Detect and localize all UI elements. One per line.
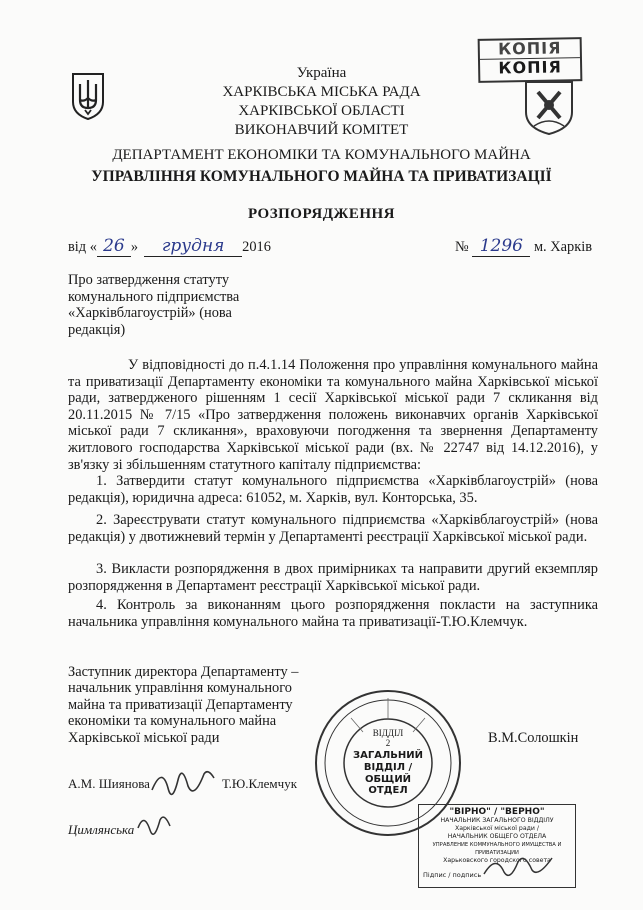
header-department: ДЕПАРТАМЕНТ ЕКОНОМІКИ ТА КОМУНАЛЬНОГО МАЙНА xyxy=(112,147,531,163)
subject-line: «Харківблагоустрій» (нова xyxy=(68,305,232,322)
position-line: майна та приватизації Департаменту xyxy=(68,696,293,713)
seal-center-line: ОБЩИЙ ОТДЕЛ xyxy=(364,774,412,796)
approver-3: Цимлянська xyxy=(68,822,135,837)
subject-line: комунального підприємства xyxy=(68,288,240,305)
number-line xyxy=(455,236,592,257)
header-administration: УПРАВЛІННЯ КОМУНАЛЬНОГО МАЙНА ТА ПРИВАТИЗАЦІЇ xyxy=(91,168,552,185)
approver-1: А.М. Шиянова xyxy=(68,776,150,791)
verified-line: Харьковского городского совета xyxy=(443,857,551,864)
verified-line: УПРАВЛЕНИЕ КОММУНАЛЬНОГО ИМУЩЕСТВА И ПРИВАТИЗАЦИИ xyxy=(432,842,562,856)
doc-number: 1296 xyxy=(472,236,530,257)
subject-line: редакція) xyxy=(68,321,126,338)
subject xyxy=(68,272,268,338)
body-item-3: 3. Викласти розпорядження в двох примірниках та направити другий екземпляр розпорядження в Департамент реєстрації Харківської міської ради. xyxy=(68,561,598,594)
date-line xyxy=(68,236,271,257)
date-year: 2016 xyxy=(242,239,271,255)
header-council: ХАРКІВСЬКА МІСЬКА РАДА xyxy=(222,84,421,100)
signature-scribble-icon xyxy=(148,760,218,810)
header-committee: ВИКОНАВЧИЙ КОМІТЕТ xyxy=(234,122,409,138)
body-intro: У відповідності до п.4.1.14 Положення про управління комунального майна та приватизації Департаменту економіки та комунального майна Харківської міської ради, затвердженого рішенням 1 сесії Харківської міської ради 7 скликання від 20.11.2015 № 7/15 «Про затвердження положень виконавчих органів Харківської міської ради 7 скликання», враховуючи погодження та звернення Департаменту житлового господарства Харківської міської ради (вх. № 22747 від 14.12.2016), у зв'язку зі збільшенням статутного капіталу підприємства: xyxy=(68,357,598,473)
number-prefix: № xyxy=(455,239,469,255)
verified-line: НАЧАЛЬНИК ЗАГАЛЬНОГО ВІДДІЛУ xyxy=(440,817,554,824)
seal-center-line: ВІДДІЛ / xyxy=(363,762,413,773)
copy-stamp xyxy=(478,37,583,83)
city-emblem-icon xyxy=(520,78,578,136)
verified-line: Харківської міської ради / xyxy=(454,825,540,832)
header-country: Україна xyxy=(296,65,347,81)
signatory-position xyxy=(68,664,328,746)
position-line: Заступник директора Департаменту – xyxy=(68,664,299,680)
position-line: Харківської міської ради xyxy=(68,729,220,746)
date-prefix: від « xyxy=(68,239,97,255)
date-day: 26 xyxy=(97,236,131,257)
approver-2: Т.Ю.Клемчук xyxy=(222,776,298,791)
signatory-name: В.М.Солошкін xyxy=(488,730,579,746)
date-month: грудня xyxy=(144,236,242,257)
seal-top-line: ВІДДІЛ xyxy=(372,728,404,738)
body-item-4: 4. Контроль за виконанням цього розпорядження покласти на заступника начальника управління комунального майна та приватизації-Т.Ю.Клемчук. xyxy=(68,597,598,630)
signature-scribble-icon xyxy=(134,808,174,844)
doc-type: РОЗПОРЯДЖЕННЯ xyxy=(247,206,396,222)
position-line: економіки та комунального майна xyxy=(68,713,277,730)
seal-center-line: ЗАГАЛЬНИЙ xyxy=(353,750,423,761)
body-item-1: 1. Затвердити статут комунального підприємства «Харківблагоустрій» (нова редакція), юридична адреса: 61052, м. Харків, вул. Конторська, 35. xyxy=(68,473,598,506)
subject-line: Про затвердження статуту xyxy=(68,272,230,288)
doc-city: м. Харків xyxy=(533,239,593,255)
header-region: ХАРКІВСЬКОЇ ОБЛАСТІ xyxy=(238,103,405,119)
position-line: начальник управління комунального xyxy=(68,680,292,697)
copy-stamp-line: КОПІЯ xyxy=(497,38,562,59)
body-item-2: 2. Зареєструвати статут комунального підприємства «Харківблагоустрій» (нова редакція) у двотижневий термін у Департаменті реєстрації Харківської міської ради. xyxy=(68,512,598,545)
verified-line: НАЧАЛЬНИК ОБЩЕГО ОТДЕЛА xyxy=(447,833,547,840)
verified-footer: Підпис / подпись xyxy=(423,871,482,879)
date-mid: » xyxy=(130,239,139,255)
seal-top-line: 2 xyxy=(385,738,391,748)
copy-stamp-line: КОПІЯ xyxy=(480,57,580,78)
verified-title: "ВІРНО" / "ВЕРНО" xyxy=(449,807,545,817)
signature-scribble-icon xyxy=(480,846,560,886)
